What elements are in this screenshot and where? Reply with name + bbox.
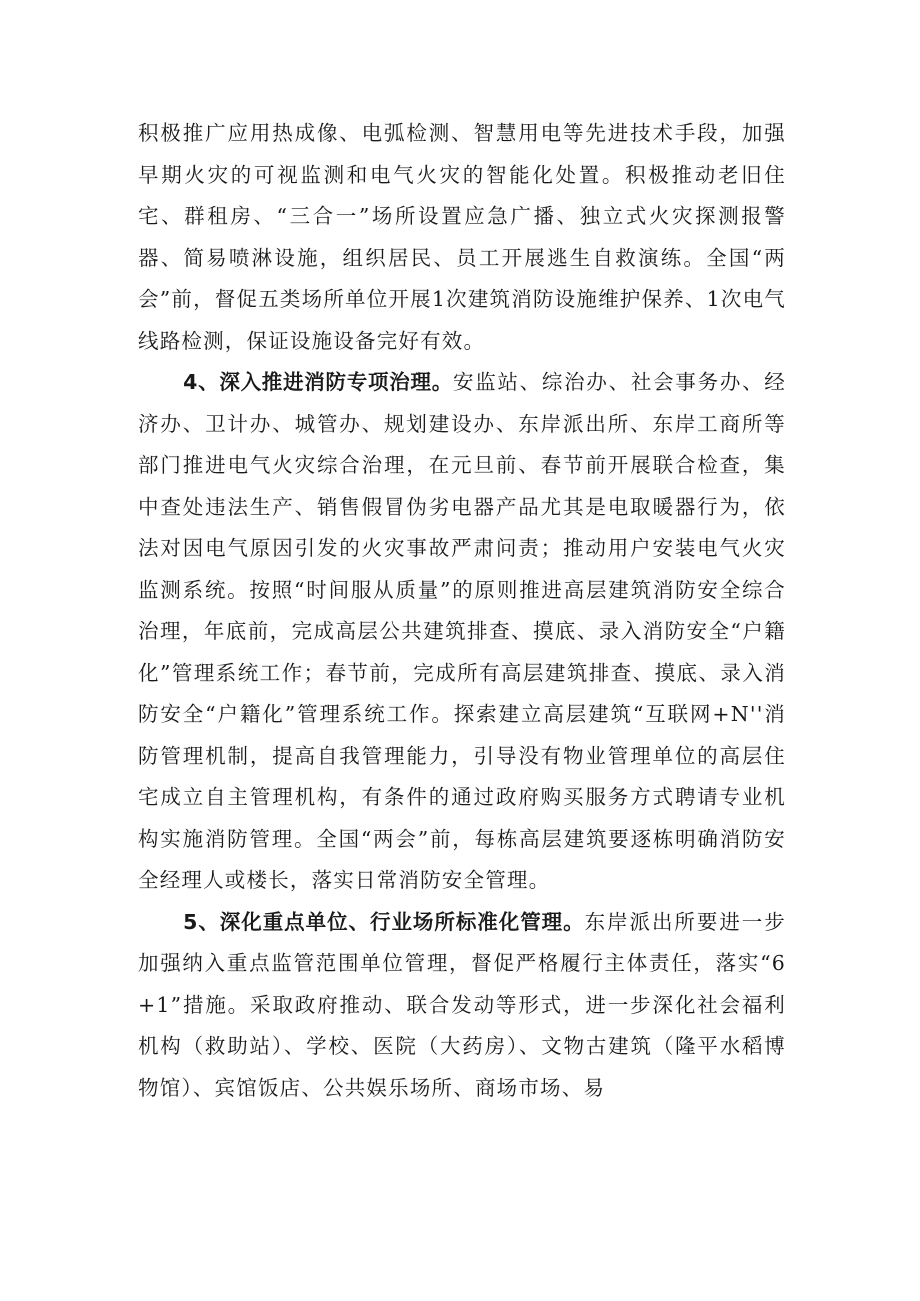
paragraph-fire-tech: [138, 113, 786, 362]
paragraph-text: 积极推广应用热成像、电弧检测、智慧用电等先进技术手段，加强早期火灾的可视监测和电气火灾的智能化处置。积极推动老旧住宅、群租房、“三合一”场所设置应急广播、独立式火灾探测报警器、简易喷淋设施，组织居民、员工开展逃生自救演练。全国“两会”前，督促五类场所单位开展1次建筑消防设施维护保养、1次电气线路检测，保证设施设备完好有效。: [138, 121, 786, 353]
paragraph-text: 东岸派出所要进一步加强纳入重点监管范围单位管理，督促严格履行主体责任，落实“6+1”措施。采取政府推动、联合发动等形式，进一步深化社会福利机构（救助站）、学校、医院（大药房）、文物古建筑（隆平水稻博物馆）、宾馆饭店、公共娱乐场所、商场市场、易: [138, 909, 786, 1100]
document-body: [138, 113, 786, 1109]
section-heading: 5、深化重点单位、行业场所标准化管理。: [183, 909, 585, 934]
paragraph-standardized-management: [138, 902, 786, 1110]
section-heading: 4、深入推进消防专项治理。: [183, 370, 453, 394]
paragraph-text: 安监站、综治办、社会事务办、经济办、卫计办、城管办、规划建设办、东岸派出所、东岸工商所等部门推进电气火灾综合治理，在元旦前、春节前开展联合检查，集中查处违法生产、销售假冒伪劣电器产品尤其是电取暖器行为，依法对因电气原因引发的火灾事故严肃问责；推动用户安装电气火灾监测系统。按照“时间服从质量”的原则推进高层建筑消防安全综合治理，年底前，完成高层公共建筑排查、摸底、录入消防安全“户籍化”管理系统工作；春节前，完成所有高层建筑排查、摸底、录入消防安全“户籍化”管理系统工作。探索建立高层建筑“互联网+N''消防管理机制，提高自我管理能力，引导没有物业管理单位的高层住宅成立自主管理机构，有条件的通过政府购买服务方式聘请专业机构实施消防管理。全国“两会”前，每栋高层建筑要逐栋明确消防安全经理人或楼长，落实日常消防安全管理。: [138, 370, 787, 892]
paragraph-special-governance: [138, 362, 786, 902]
